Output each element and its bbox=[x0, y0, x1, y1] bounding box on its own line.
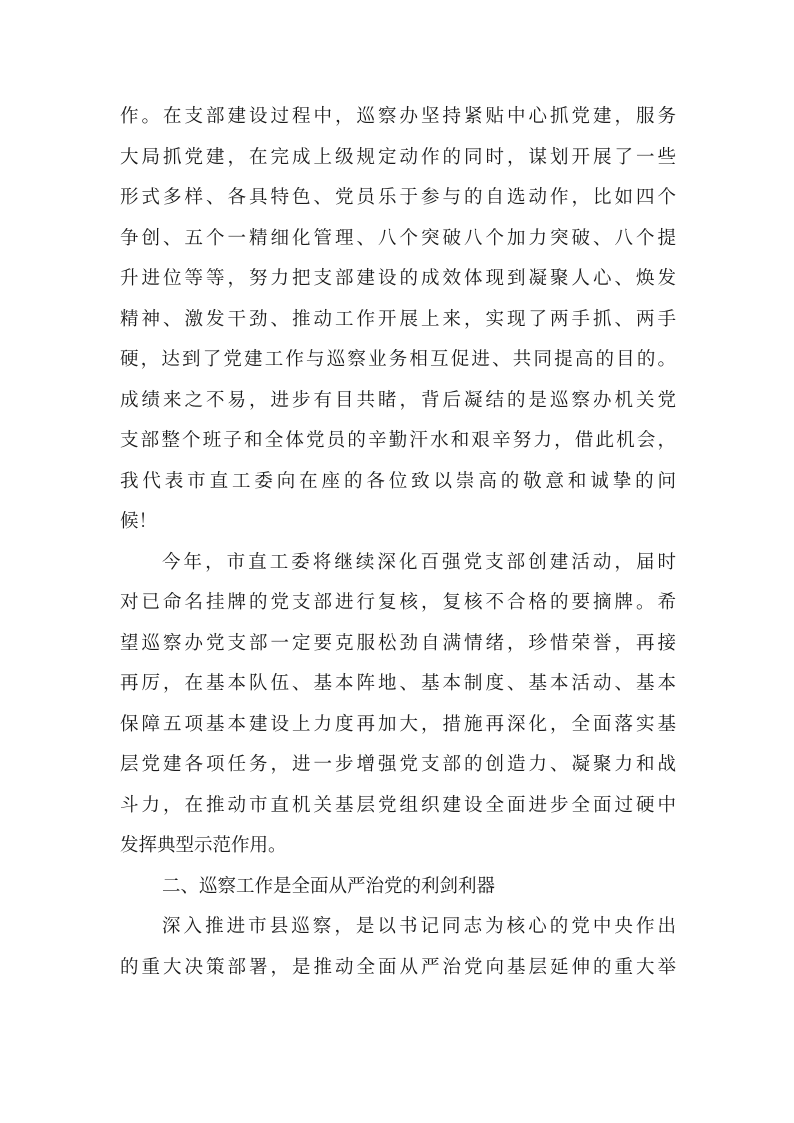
text-line: 望巡察办党支部一定要克服松劲自满情绪，珍惜荣誉，再接 bbox=[120, 632, 676, 654]
document-body bbox=[120, 97, 676, 988]
text-line: 深入推进市县巡察，是以书记同志为核心的党中央作出 bbox=[162, 916, 676, 937]
text-line: 支部整个班子和全体党员的辛勤汗水和艰辛努力，借此机会， bbox=[120, 430, 676, 451]
text-line: 发挥典型示范作用。 bbox=[120, 835, 287, 856]
text-line: 争创、五个一精细化管理、八个突破八个加力突破、八个提 bbox=[120, 227, 676, 249]
section-heading: 二、巡察工作是全面从严治党的利剑利器 bbox=[162, 875, 496, 897]
text-line: 对已命名挂牌的党支部进行复核，复核不合格的要摘牌。希 bbox=[120, 592, 676, 613]
text-line: 精神、激发干劲、推动工作开展上来，实现了两手抓、两手 bbox=[120, 308, 676, 330]
text-line: 升进位等等，努力把支部建设的成效体现到凝聚人心、焕发 bbox=[120, 268, 676, 289]
text-line: 斗力，在推动市直机关基层党组织建设全面进步全面过硬中 bbox=[120, 794, 676, 816]
text-line: 形式多样、各具特色、党员乐于参与的自选动作，比如四个 bbox=[120, 187, 676, 208]
text-line: 保障五项基本建设上力度再加大，措施再深化，全面落实基 bbox=[120, 713, 676, 735]
text-line: 硬，达到了党建工作与巡察业务相互促进、共同提高的目的。 bbox=[120, 349, 676, 370]
text-line: 今年，市直工委将继续深化百强党支部创建活动，届时 bbox=[162, 551, 676, 573]
text-line: 大局抓党建，在完成上级规定动作的同时，谋划开展了一些 bbox=[120, 146, 676, 168]
text-line: 再厉，在基本队伍、基本阵地、基本制度、基本活动、基本 bbox=[120, 673, 676, 694]
text-line: 成绩来之不易，进步有目共睹，背后凝结的是巡察办机关党 bbox=[120, 389, 676, 411]
text-line: 的重大决策部署，是推动全面从严治党向基层延伸的重大举 bbox=[120, 956, 676, 978]
text-line: 候！ bbox=[120, 511, 158, 532]
text-line: 作。在支部建设过程中，巡察办坚持紧贴中心抓党建，服务 bbox=[120, 106, 676, 127]
text-line: 层党建各项任务，进一步增强党支部的创造力、凝聚力和战 bbox=[120, 754, 676, 775]
text-line: 我代表市直工委向在座的各位致以崇高的敬意和诚挚的问 bbox=[120, 470, 676, 492]
